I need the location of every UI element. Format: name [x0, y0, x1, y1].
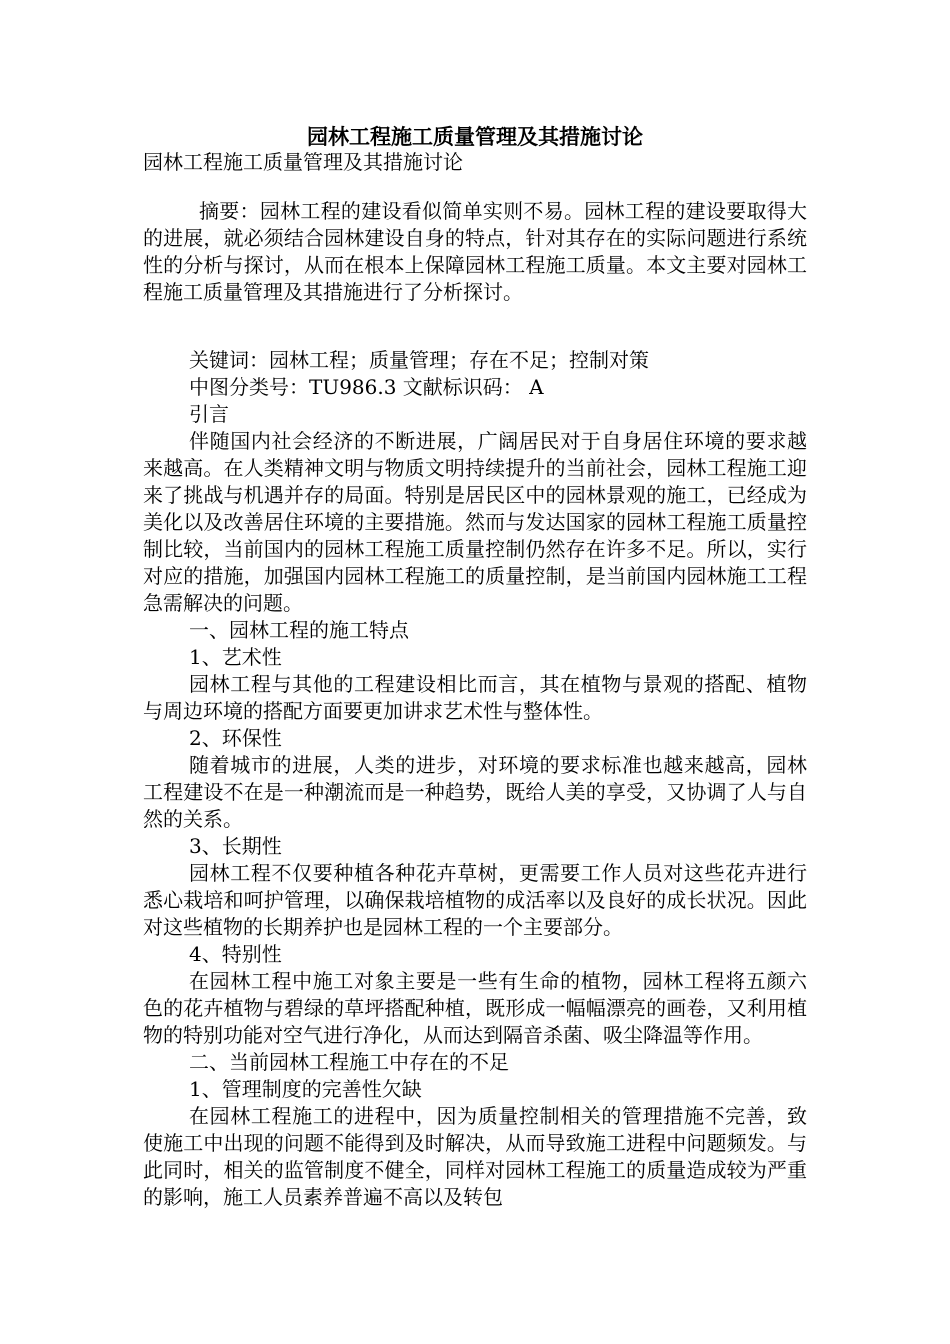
section-heading: 一、园林工程的施工特点 — [189, 618, 409, 642]
section-heading: 引言 — [189, 402, 229, 426]
subsection-heading: 2、环保性 — [189, 726, 282, 750]
body-paragraph: 园林工程与其他的工程建设相比而言，其在植物与景观的搭配、植物与周边环境的搭配方面要更加讲求艺术性与整体性。 — [143, 672, 807, 723]
subsection-heading: 1、管理制度的完善性欠缺 — [189, 1077, 422, 1101]
section-heading: 二、当前园林工程施工中存在的不足 — [189, 1050, 509, 1074]
subsection-heading: 4、特别性 — [189, 942, 282, 966]
document-subtitle: 园林工程施工质量管理及其措施讨论 — [143, 150, 463, 174]
classification-line: 中图分类号：TU986.3 文献标识码： A — [189, 375, 544, 399]
body-paragraph: 在园林工程施工的进程中，因为质量控制相关的管理措施不完善，致使施工中出现的问题不能得到及时解决，从而导致施工进程中问题频发。与此同时，相关的监管制度不健全，同样对园林工程施工的质量造成较为严重的影响，施工人员素养普遍不高以及转包 — [143, 1104, 807, 1209]
abstract-paragraph: 摘要：园林工程的建设看似简单实则不易。园林工程的建设要取得大的进展，就必须结合园林建设自身的特点，针对其存在的实际问题进行系统性的分析与探讨，从而在根本上保障园林工程施工质量。本文主要对园林工程施工质量管理及其措施进行了分析探讨。 — [143, 199, 807, 304]
body-paragraph: 在园林工程中施工对象主要是一些有生命的植物，园林工程将五颜六色的花卉植物与碧绿的草坪搭配种植，既形成一幅幅漂亮的画卷，又利用植物的特别功能对空气进行净化，从而达到隔音杀菌、吸尘降温等作用。 — [143, 969, 807, 1047]
document-title: 园林工程施工质量管理及其措施讨论 — [307, 124, 643, 149]
body-paragraph: 伴随国内社会经济的不断进展，广阔居民对于自身居住环境的要求越来越高。在人类精神文明与物质文明持续提升的当前社会，园林工程施工迎来了挑战与机遇并存的局面。特别是居民区中的园林景观的施工，已经成为美化以及改善居住环境的主要措施。然而与发达国家的园林工程施工质量控制比较，当前国内的园林工程施工质量控制仍然存在许多不足。所以，实行对应的措施，加强国内园林工程施工的质量控制，是当前国内园林施工工程急需解决的问题。 — [143, 429, 807, 615]
keywords-line: 关键词：园林工程；质量管理；存在不足；控制对策 — [189, 348, 649, 372]
body-paragraph: 随着城市的进展，人类的进步，对环境的要求标准也越来越高，园林工程建设不在是一种潮流而是一种趋势，既给人美的享受，又协调了人与自然的关系。 — [143, 753, 807, 831]
subsection-heading: 3、长期性 — [189, 834, 282, 858]
body-paragraph: 园林工程不仅要种植各种花卉草树，更需要工作人员对这些花卉进行悉心栽培和呵护管理，以确保栽培植物的成活率以及良好的成长状况。因此对这些植物的长期养护也是园林工程的一个主要部分。 — [143, 861, 807, 939]
subsection-heading: 1、艺术性 — [189, 645, 282, 669]
document-body — [143, 347, 807, 1211]
